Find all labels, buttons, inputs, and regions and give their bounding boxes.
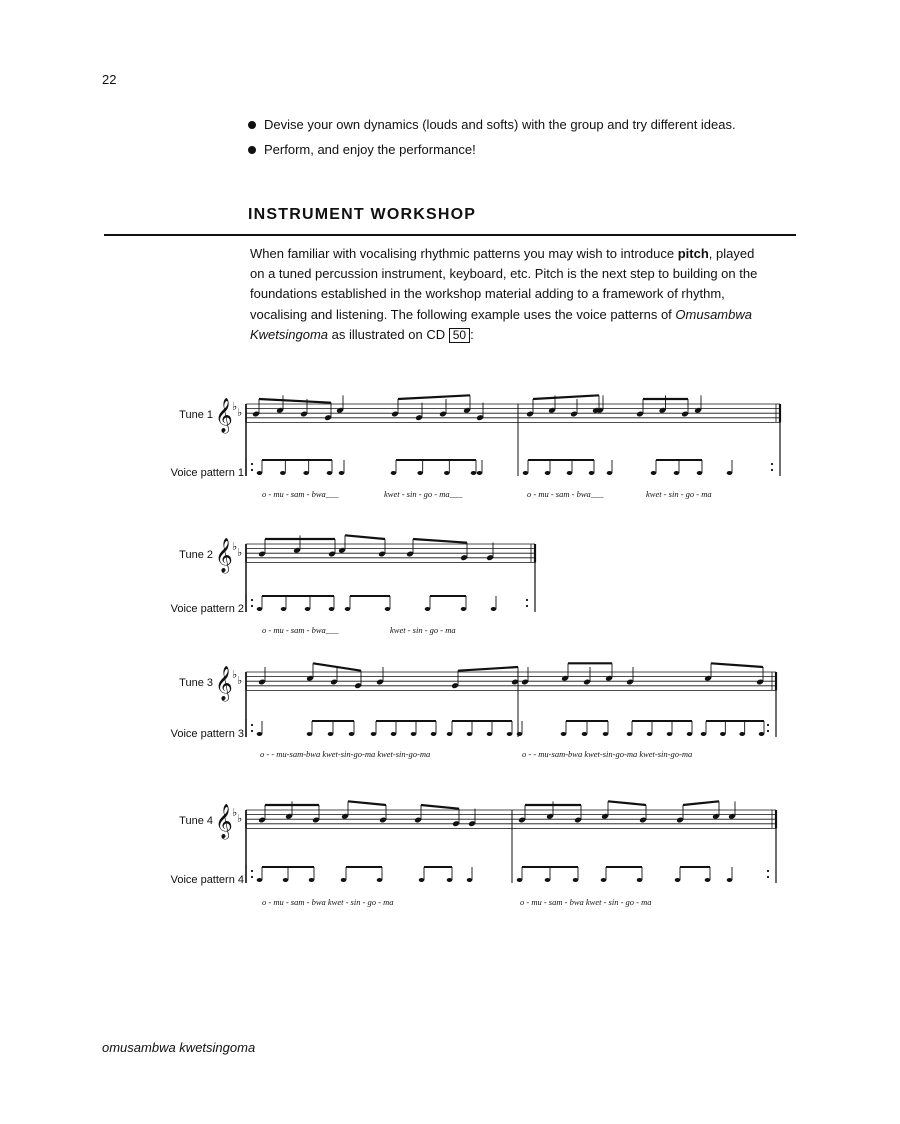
footer-title: omusambwa kwetsingoma: [102, 1040, 256, 1055]
lyric-syllables: kwet - sin - go - ma: [390, 625, 456, 635]
rhythm-head: [647, 732, 653, 736]
flat-sign-icon: ♭: [232, 668, 238, 681]
rhythm-head: [461, 607, 467, 611]
rhythm-head: [283, 878, 289, 882]
rhythm-head: [727, 471, 733, 475]
lyric-syllables: o - mu - sam - bwa___: [262, 489, 339, 499]
rhythm-head: [582, 732, 588, 736]
rhythm-head: [339, 471, 345, 475]
rhythm-head: [627, 732, 633, 736]
para-italic: Omusambwa Kwetsingoma: [250, 306, 752, 342]
rhythm-head: [687, 732, 693, 736]
bullet-text: Perform, and enjoy the performance!: [264, 142, 476, 157]
rhythm-head: [523, 471, 529, 475]
rhythm-head: [477, 471, 483, 475]
rhythm-head: [561, 732, 567, 736]
note-beam: [421, 805, 459, 809]
repeat-dot: [771, 469, 773, 471]
repeat-dot: [526, 605, 528, 607]
note-beam: [458, 667, 518, 671]
note-beam: [711, 663, 763, 667]
voice-pattern-label: Voice pattern 3: [170, 728, 244, 740]
repeat-dot: [767, 870, 769, 872]
para-bold: pitch: [677, 246, 709, 261]
rhythm-head: [467, 878, 473, 882]
rhythm-head: [371, 732, 377, 736]
rhythm-head: [327, 471, 333, 475]
lyric-syllables: o - mu - sam - bwa___: [262, 625, 339, 635]
repeat-dot: [767, 730, 769, 732]
rhythm-head: [517, 878, 523, 882]
lyric-syllables: o - - mu-sam-bwa kwet-sin-go-ma kwet-sin-go-ma: [522, 749, 693, 759]
rhythm-head: [637, 878, 643, 882]
note-beam: [533, 395, 599, 399]
rhythm-head: [257, 878, 263, 882]
repeat-dot: [251, 599, 253, 601]
rhythm-head: [589, 471, 595, 475]
rhythm-head: [697, 471, 703, 475]
para-text: , played on a tuned percussion instrument, keyboard, etc. Pitch is the next step to building on the foundations established in the workshop material adding to a framework of rhythm, vocalising and listening. The following example uses the voice patterns of: [250, 246, 758, 322]
section-heading: INSTRUMENT WORKSHOP: [248, 206, 477, 223]
lyric-syllables: o - mu - sam - bwa kwet - sin - go - ma: [262, 897, 394, 907]
treble-clef-icon: 𝄞: [215, 538, 233, 573]
tune-label: Tune 4: [179, 815, 213, 827]
rhythm-head: [447, 732, 453, 736]
repeat-dot: [771, 463, 773, 465]
rhythm-head: [305, 607, 311, 611]
rhythm-head: [491, 607, 497, 611]
rhythm-head: [675, 878, 681, 882]
rhythm-head: [573, 878, 579, 882]
flat-sign-icon: ♭: [232, 540, 238, 553]
repeat-dot: [767, 724, 769, 726]
rhythm-head: [517, 732, 523, 736]
treble-clef-icon: 𝄞: [215, 804, 233, 839]
rhythm-head: [739, 732, 745, 736]
para-text: :: [470, 326, 474, 342]
flat-sign-icon: ♭: [237, 812, 243, 825]
rhythm-head: [377, 878, 383, 882]
note-beam: [413, 539, 467, 543]
rhythm-head: [431, 732, 437, 736]
repeat-dot: [251, 469, 253, 471]
bullet-text: Devise your own dynamics (louds and softs) with the group and try different ideas.: [264, 117, 736, 132]
lyric-syllables: kwet - sin - go - ma: [646, 489, 712, 499]
repeat-dot: [251, 605, 253, 607]
note-beam: [608, 801, 646, 805]
note-beam: [398, 395, 470, 399]
rhythm-head: [425, 607, 431, 611]
rhythm-head: [507, 732, 513, 736]
flat-sign-icon: ♭: [232, 806, 238, 819]
rhythm-head: [341, 878, 347, 882]
rhythm-head: [345, 607, 351, 611]
rhythm-head: [759, 732, 765, 736]
repeat-dot: [251, 724, 253, 726]
lyric-syllables: o - mu - sam - bwa kwet - sin - go - ma: [520, 897, 652, 907]
rhythm-head: [567, 471, 573, 475]
rhythm-head: [411, 732, 417, 736]
note-beam: [348, 801, 386, 805]
page-number: 22: [102, 72, 117, 87]
para-text: When familiar with vocalising rhythmic patterns you may wish to introduce: [250, 246, 678, 261]
rhythm-head: [349, 732, 355, 736]
rhythm-head: [257, 471, 263, 475]
rhythm-head: [257, 732, 263, 736]
rhythm-head: [444, 471, 450, 475]
rhythm-head: [607, 471, 613, 475]
tune-label: Tune 2: [179, 549, 213, 561]
voice-pattern-label: Voice pattern 1: [170, 467, 244, 479]
flat-sign-icon: ♭: [237, 406, 243, 419]
rhythm-head: [447, 878, 453, 882]
flat-sign-icon: ♭: [237, 674, 243, 687]
rhythm-head: [545, 878, 551, 882]
note-beam: [345, 535, 385, 539]
rhythm-head: [303, 471, 309, 475]
rhythm-head: [471, 471, 477, 475]
treble-clef-icon: 𝄞: [215, 666, 233, 701]
rhythm-head: [419, 878, 425, 882]
lyric-syllables: o - mu - sam - bwa___: [527, 489, 604, 499]
cd-track-box: 50: [449, 328, 470, 343]
rhythm-head: [674, 471, 680, 475]
rhythm-head: [329, 607, 335, 611]
lyric-syllables: kwet - sin - go - ma___: [384, 489, 463, 499]
note-beam: [259, 399, 331, 403]
para-text: as illustrated on CD: [328, 326, 449, 342]
rhythm-head: [651, 471, 657, 475]
rhythm-head: [257, 607, 263, 611]
rhythm-head: [727, 878, 733, 882]
flat-sign-icon: ♭: [232, 400, 238, 413]
treble-clef-icon: 𝄞: [215, 398, 233, 433]
lyric-syllables: o - - mu-sam-bwa kwet-sin-go-ma kwet-sin-go-ma: [260, 749, 431, 759]
repeat-dot: [251, 876, 253, 878]
rhythm-head: [309, 878, 315, 882]
repeat-dot: [251, 463, 253, 465]
tune-label: Tune 3: [179, 677, 213, 689]
rhythm-head: [705, 878, 711, 882]
rhythm-head: [467, 732, 473, 736]
repeat-dot: [767, 876, 769, 878]
rhythm-head: [281, 607, 287, 611]
repeat-dot: [526, 599, 528, 601]
rhythm-head: [701, 732, 707, 736]
rhythm-head: [280, 471, 286, 475]
rhythm-head: [307, 732, 313, 736]
rhythm-head: [545, 471, 551, 475]
rhythm-head: [391, 732, 397, 736]
repeat-dot: [251, 870, 253, 872]
note-beam: [683, 801, 719, 805]
rhythm-head: [385, 607, 391, 611]
rhythm-head: [328, 732, 334, 736]
rhythm-head: [603, 732, 609, 736]
rhythm-head: [720, 732, 726, 736]
rhythm-head: [391, 471, 397, 475]
rhythm-head: [417, 471, 423, 475]
tune-label: Tune 1: [179, 409, 213, 421]
rhythm-head: [487, 732, 493, 736]
rhythm-head: [601, 878, 607, 882]
rhythm-head: [667, 732, 673, 736]
repeat-dot: [251, 730, 253, 732]
flat-sign-icon: ♭: [237, 546, 243, 559]
voice-pattern-label: Voice pattern 4: [170, 874, 244, 886]
voice-pattern-label: Voice pattern 2: [170, 603, 244, 615]
